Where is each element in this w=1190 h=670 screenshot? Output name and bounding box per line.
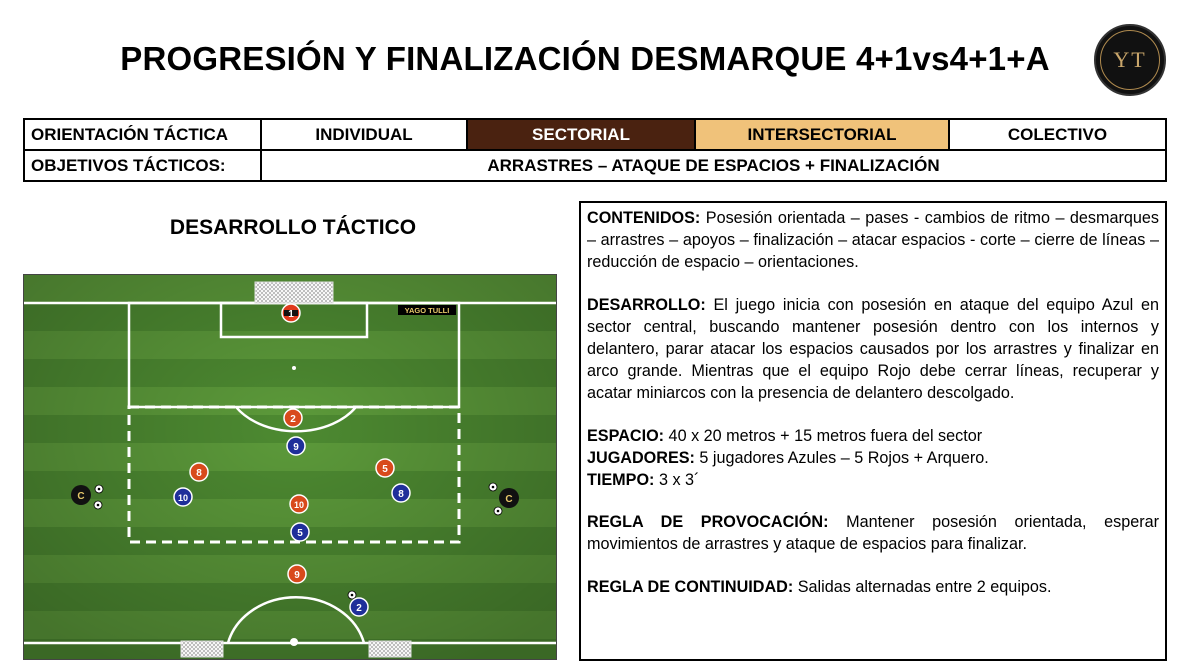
red-player [284, 409, 302, 427]
goalkeeper [282, 304, 300, 322]
watermark: YAGO TULLI [404, 306, 450, 315]
ball [489, 483, 497, 491]
section-subtitle: DESARROLLO TÁCTICO [169, 216, 417, 239]
contenidos-paragraph [587, 207, 1159, 274]
svg-text:8: 8 [196, 468, 202, 479]
blue-player [174, 488, 192, 506]
ball [348, 591, 356, 599]
red-player [288, 565, 306, 583]
svg-text:2: 2 [290, 414, 296, 425]
coach-right [499, 488, 519, 508]
objectives-value: ARRASTRES – ATAQUE DE ESPACIOS + FINALIZACIÓN [261, 150, 1166, 181]
description-box [579, 201, 1167, 661]
svg-text:9: 9 [293, 442, 299, 453]
blue-player [392, 484, 410, 502]
svg-text:8: 8 [398, 489, 404, 500]
svg-text:10: 10 [293, 500, 305, 510]
field-diagram [24, 275, 557, 660]
brand-logo [1094, 24, 1166, 96]
desarrollo-label: DESARROLLO: [587, 295, 706, 314]
espacio-text: 40 x 20 metros + 15 metros fuera del sector [664, 426, 983, 445]
ball [494, 507, 502, 515]
svg-text:C: C [505, 494, 513, 505]
svg-text:5: 5 [382, 464, 388, 475]
svg-text:10: 10 [177, 493, 189, 503]
red-player [190, 463, 208, 481]
tactical-field [23, 274, 557, 660]
tiempo-label: TIEMPO: [587, 471, 655, 490]
center-spot [290, 638, 298, 646]
svg-text:C: C [77, 491, 85, 502]
espacio-label: ESPACIO: [587, 426, 665, 445]
cell-individual: INDIVIDUAL [261, 119, 467, 150]
tiempo-text: 3 x 3´ [654, 471, 700, 490]
logo-letters: YT [1113, 47, 1147, 72]
espacio-line [587, 425, 1159, 447]
ball [95, 485, 103, 493]
continuidad-paragraph [587, 576, 1159, 598]
svg-text:1: 1 [288, 309, 294, 320]
mini-goal-left [181, 641, 223, 657]
jugadores-label: JUGADORES: [587, 448, 695, 467]
red-player [376, 459, 394, 477]
svg-text:9: 9 [294, 570, 300, 581]
svg-text:5: 5 [297, 528, 303, 539]
page-title: PROGRESIÓN Y FINALIZACIÓN DESMARQUE 4+1vs4+1+A [120, 40, 1050, 77]
blue-player [291, 523, 309, 541]
provocacion-text: Mantener posesión orientada, esperar movimientos de arrastres y ataque de espacios para finalizar. [587, 513, 1159, 554]
ball [94, 501, 102, 509]
objectives-label: OBJETIVOS TÁCTICOS: [24, 150, 261, 181]
blue-player [350, 598, 368, 616]
cell-sectorial: SECTORIAL [467, 119, 695, 150]
svg-text:2: 2 [356, 603, 362, 614]
penalty-spot [292, 366, 296, 370]
table-row-orientation [24, 119, 1166, 150]
desarrollo-paragraph [587, 294, 1159, 405]
orientation-table [23, 118, 1167, 182]
cell-intersectorial: INTERSECTORIAL [695, 119, 949, 150]
grass-stripes [24, 275, 557, 660]
tiempo-line [587, 469, 1159, 491]
red-player [290, 495, 308, 513]
continuidad-text: Salidas alternadas entre 2 equipos. [793, 577, 1052, 596]
cell-colectivo: COLECTIVO [949, 119, 1166, 150]
provocacion-paragraph [587, 511, 1159, 555]
table-row-objectives [24, 150, 1166, 181]
continuidad-label: REGLA DE CONTINUIDAD: [587, 577, 794, 596]
provocacion-label: REGLA DE PROVOCACIÓN: [587, 513, 829, 532]
orientation-label: ORIENTACIÓN TÁCTICA [24, 119, 261, 150]
mini-goal-right [369, 641, 411, 657]
desarrollo-text: El juego inicia con posesión en ataque del equipo Azul en sector central, buscando mantener posesión dentro con los internos y delantero, parar atacar los espacios causados por los arrastres y finalizar en arco grande. Mientras que el equipo Rojo debe cerrar líneas, recuperar y acatar miniarcos con la presencia de delantero descolgado. [587, 295, 1159, 403]
jugadores-text: 5 jugadores Azules – 5 Rojos + Arquero. [694, 448, 989, 467]
blue-player [287, 437, 305, 455]
contenidos-text: Posesión orientada – pases - cambios de ritmo – desmarques – arrastres – apoyos – finalización – atacar espacios - corte – cierre de líneas – reducción de espacio – orientaciones. [587, 209, 1159, 272]
coach-left [71, 485, 91, 505]
jugadores-line [587, 447, 1159, 469]
main-goal [255, 282, 333, 303]
contenidos-label: CONTENIDOS: [587, 209, 701, 227]
